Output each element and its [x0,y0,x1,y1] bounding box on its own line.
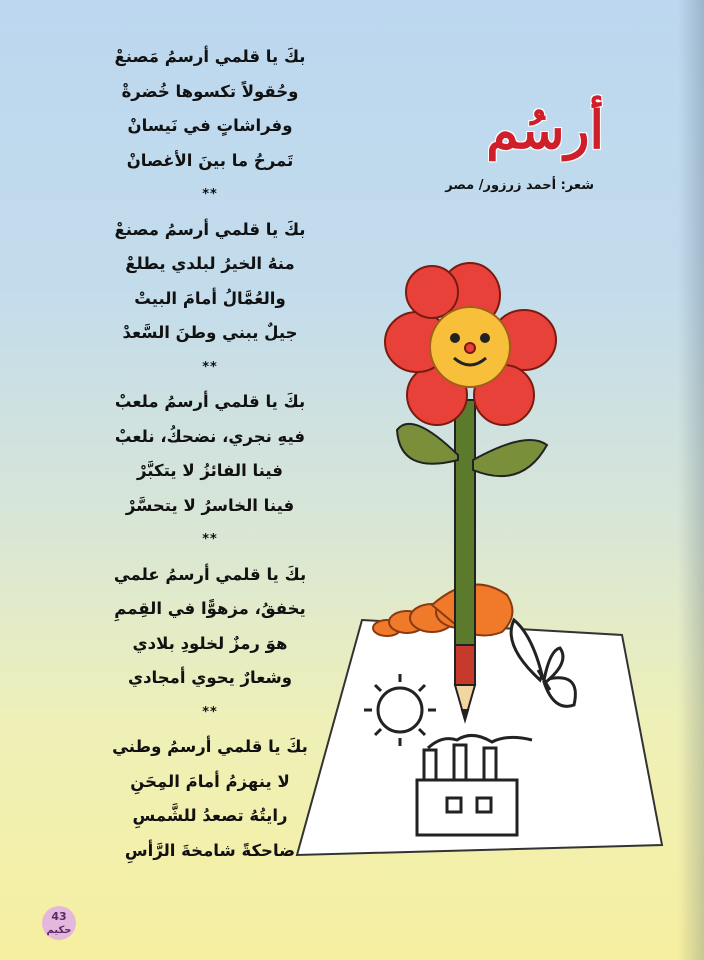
page-number-badge [42,906,76,940]
poem-line: منهُ الخيرُ لبلدي يطلعْ [125,254,295,273]
poem-line: بكَ يا قلمي أرسمُ مصنعْ [114,219,306,239]
poem-line: هوَ رمزٌ لخلودِ بلادي [132,633,288,653]
poem-line: لا ينهزمُ أمامَ المِحَنِ [130,771,290,791]
poem-line: وشعارٌ يحوي أمجادي [127,668,293,687]
leaf-left [397,424,458,464]
poem-line: تَمرحُ ما بينَ الأغصانْ [126,150,294,170]
poem-line: بكَ يا قلمي أرسمُ وطني [112,737,308,756]
pencil-icon [455,400,475,720]
poem-line: يخفقُ، مزهوًّا في القِممِ [114,599,306,618]
poem-line: فيهِ نجري، نضحكُ، نلعبْ [114,426,306,446]
poem-line: فينا الفائزُ لا يتكبَّرْ [137,461,283,480]
poem-line: جيلٌ يبني وطنَ السَّعدْ [122,323,298,342]
leaf-right [473,440,547,476]
page-number: 43 [51,910,67,923]
poem-line: بكَ يا قلمي أرسمُ مَصنعْ [114,47,306,66]
stanza-separator: ** [202,704,218,720]
page-title: أرسُم [486,100,604,161]
poem-line: فينا الخاسرُ لا يتحسَّرْ [125,495,295,515]
magazine-brand: حكيم [46,925,72,936]
author-credit: شعر: أحمد زرزور/ مصر [445,178,594,193]
stanza-separator: ** [202,187,218,202]
poem-line: بكَ يا قلمي أرسمُ علمي [113,564,307,584]
page-edge-shadow [678,0,704,960]
poem-line: والعُمَّالُ أمامَ البيتْ [134,288,286,308]
poem-line: وحُقولاً تكسوها خُضرةْ [121,81,299,101]
stanza-separator: ** [202,359,218,375]
poem [110,40,310,868]
poem-illustration [292,250,672,870]
poem-line: وفراشاتٍ في نَيسانْ [127,116,293,135]
poem-line: ضاحكةً شامخةَ الرَّأسِ [124,840,296,860]
poem-line: بكَ يا قلمي أرسمُ ملعبْ [114,392,306,411]
hand-drawing [373,585,512,636]
stanza-separator: ** [202,532,218,547]
poem-line: رايتُهُ تصعدُ للشَّمسِ [132,806,288,825]
